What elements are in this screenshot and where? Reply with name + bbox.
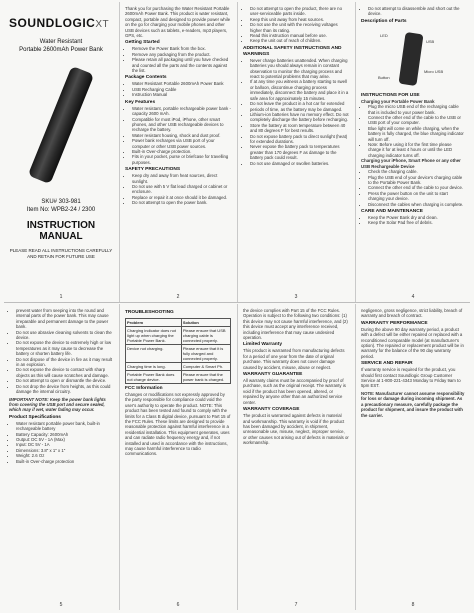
section-heading: TROUBLESHOOTING: [125, 310, 174, 315]
troubleshooting-table: [125, 318, 231, 384]
section-heading: INSTRUCTIONS FOR USE: [361, 92, 420, 98]
brand-logo: [9, 16, 113, 30]
table-cell: Please ensure that USB charging cable is connected properly.: [181, 327, 230, 345]
page-number: 3: [294, 294, 298, 300]
list-item: • Remove the Power Bank from the box.: [132, 46, 231, 51]
list-item: • Built-in Over-charge protection.: [132, 149, 231, 154]
warranty-text: This product is warranted from manufacturing defects for a period of one year from the date of original purchase. This warranty does not cover damage caused by accident, misuse, abuse or neglect.: [243, 348, 345, 370]
page-1-cover: [4, 2, 118, 302]
list-item: • Output: DC 5V - 1A (Max): [16, 437, 113, 442]
package-contents-list: [125, 81, 231, 97]
section-heading: Product Specifications: [9, 414, 61, 420]
section-heading: CARE AND MAINTENANCE: [361, 208, 423, 214]
retain-notice: PLEASE READ ALL INSTRUCTIONS CAREFULLY AND RETAIN FOR FUTURE USE: [9, 248, 113, 259]
list-item: • Water resistant portable power bank, built-in rechargeable battery: [16, 421, 113, 432]
product-subtitle: [9, 38, 113, 54]
list-item: • Water resistant housing, shock and dust proof.: [132, 133, 231, 138]
important-note: IMPORTANT NOTE: Keep the power bank lights from covering the USB port and secure sealed, which may if wet, water fading may occur.: [9, 396, 106, 413]
list-item: • Replace or repair it at once should it be damaged.: [132, 195, 231, 200]
list-item: • Do not expose the device to extremely high or low temperatures as it may cause to decrease the battery or shorten battery life.: [16, 340, 113, 356]
diagram-label-led: LED: [380, 32, 388, 38]
performance-text: During the above 90 day warranty period, a product with a defect will be either repaired or replaced with a reconditioned comparable model (at manufacturer's option). The repaired or replacement product will be in warranty for the balance of the 90 day warranty period.: [361, 326, 464, 359]
list-item: • Weight: 2.6 Oz: [16, 453, 113, 458]
features-list: [125, 106, 231, 165]
power-bank-image: [28, 66, 94, 184]
page-7: [238, 304, 354, 610]
list-item: • Press the power button on the unit to start charging your device.: [368, 191, 465, 202]
section-heading: ADDITIONAL SAFETY INSTRUCTIONS AND WARNINGS: [243, 45, 342, 57]
sku-block: [9, 198, 113, 214]
maintenance-list: [361, 215, 465, 226]
table-row: [126, 371, 231, 384]
top-row: [4, 2, 470, 302]
list-item: • Power bank recharges via USB port of your computer or other USB power sources.: [132, 138, 231, 149]
page-5: [4, 304, 118, 610]
list-item: • Battery Capacity: 2600mAh: [16, 432, 113, 437]
list-item: • Do not use the unit with the receiving voltages higher than its rating.: [250, 22, 349, 33]
intro-text: Thank you for purchasing the Water Resistant Portable 2600mAh Power Bank. This product is water resistant, compact, portable and designed to provide power while on the go for charging your mobile phones and other USB devices such as tablets, e-readers, mp3 players, GPS, etc.: [125, 6, 231, 39]
table-cell: Charging time is long.: [126, 363, 182, 371]
parts-diagram: [378, 29, 448, 89]
list-item: • Keep the Solar Pad free of debris.: [368, 220, 465, 225]
list-item: • Do not use with 5 V flat lead charged or cabinet or enclosure.: [132, 184, 231, 195]
page-number: 7: [294, 602, 298, 608]
list-item: • Store the battery at room temperature between 40 and 80 degrees F for best results.: [250, 123, 349, 134]
list-item: • Do not attempt to disassemble and short out the device.: [368, 6, 465, 17]
list-item: • Compatible for most iPod, iPhone, other smart phones, and other USB rechargeable devices to recharge the battery.: [132, 117, 231, 133]
list-item: • Do not expose battery pack to direct sunlight (heat) for extended durations.: [250, 134, 349, 145]
list-item: • Do not attempt to open the power bank.: [132, 200, 231, 205]
list-item: • Read this instruction manual before use.: [250, 33, 349, 38]
subtitle-line-1: Water Resistant: [39, 39, 83, 45]
brand-suffix: XT: [95, 19, 110, 30]
section-heading: WARRANTY GUARANTEE: [243, 372, 303, 378]
coverage-text: The product is warranted against defects in material and workmanship. This warranty is void if the product has been damaged by accident, in shipment, unreasonable use, misuse, neglect, improper service, or other causes not arising out of defects in materials or workmanship.: [243, 413, 349, 446]
page-number: 4: [411, 294, 415, 300]
page-6: [120, 304, 236, 610]
list-item: • Keep dry and away from heat sources, direct sunlight.: [132, 173, 231, 184]
page-number: 6: [176, 602, 180, 608]
list-item: • Do not dispose of the device in fire as it may result in an explosion.: [16, 357, 113, 368]
list-item: • Do not use abrasive cleaning solvents to clean the device.: [16, 330, 113, 341]
list-item: • Note: Before using it for the first time please charge it for at least 4 hours or until the LED charging indicator turns off.: [368, 142, 465, 158]
page-8: [356, 304, 470, 610]
column-header-solution: Solution: [181, 319, 230, 327]
section-heading: Getting Started: [125, 40, 160, 46]
section-heading: SAFETY PRECAUTIONS: [125, 167, 181, 173]
list-item: • Built-in Over-charge protection: [16, 459, 113, 464]
care-list: [9, 308, 113, 395]
page-number: 2: [176, 294, 180, 300]
table-row: [126, 363, 231, 371]
list-item: • prevent water from seeping into the round and internal parts of the power bank. This may cause irreparable and permanent damage to the power bank.: [16, 308, 113, 330]
list-item: • Instruction Manual: [132, 92, 231, 97]
list-item: • Water Resistant Portable 2600mAh Power Bank: [132, 81, 231, 86]
diagram-label-micro-usb: Micro USB: [424, 68, 444, 74]
bottom-row: [4, 304, 470, 610]
diagram-label-usb: USB: [426, 38, 435, 44]
table-cell: Charging indicator does not light up when charging the Portable Power Bank.: [126, 327, 182, 345]
table-header-row: [126, 319, 231, 327]
subtitle-line-2: Portable 2600mAh Power Bank: [19, 47, 103, 53]
list-item: • Remove any packaging from the product.: [132, 52, 231, 57]
section-heading: Package Contents: [125, 75, 167, 81]
list-item: • Never charge batteries unattended. When charging batteries you should always remain in constant observation to monitor the charging process and react to potential problems that may arise.: [250, 58, 349, 80]
list-item: • Keep this unit away from heat sources.: [250, 17, 349, 22]
list-item: • Lithium-ion batteries have no memory effect. Do not completely discharge the battery before recharging.: [250, 112, 349, 123]
table-row: [126, 345, 231, 363]
list-item: • Dimensions: 3.8" x 1" x 1": [16, 448, 113, 453]
safety-list: [243, 6, 349, 44]
table-cell: Please ensure that it is fully charged and connected properly.: [181, 345, 230, 363]
page-number: 8: [411, 602, 415, 608]
getting-started-list: [125, 46, 231, 73]
warnings-list: [243, 58, 349, 166]
section-heading: FCC Information: [125, 386, 163, 391]
fcc-text: Changes or modifications not expressly approved by the party responsible for compliance could void the user's authority to operate the product. NOTE: This product has been tested and found to comply with the limits for a Class B digital device, pursuant to Part 15 of the FCC Rules. These limits are designed to provide reasonable protection against harmful interference in a residential installation. This equipment generates, uses and can radiate radio frequency energy and, if not installed and used in accordance with the instructions, may cause harmful interference to radio communications.: [125, 392, 231, 457]
section-heading: WARRANTY PERFORMANCE: [361, 320, 428, 326]
list-item: • USB Recharging Cable: [132, 87, 231, 92]
list-item: • Do not drop the device from heights, as this could damage the internal circuitry.: [16, 384, 113, 395]
table-cell: Please ensure that the power bank is charged.: [181, 371, 230, 384]
list-item: • Keep the Power Bank dry and clean.: [368, 215, 465, 220]
page-number: 1: [59, 294, 63, 300]
list-item: • Please retain all packaging until you have checked and counted all the parts and the contents against the list.: [132, 57, 231, 73]
charging-list: [361, 104, 465, 158]
table-row: [126, 327, 231, 345]
service-note: NOTE: Manufacturer cannot assume responsibility for loss or damage during incoming shipment. As a precautionary measure, carefully package the product for shipment, and insure the product with the carrier.: [361, 390, 465, 418]
page-4: [356, 2, 470, 302]
section-heading: Description of Parts: [361, 18, 407, 24]
section-heading: Key Features: [125, 99, 156, 105]
list-item: • Do not attempt to open the product, there are no user-serviceable parts inside.: [250, 6, 349, 17]
list-item: • Plug the USB end of your device's charging cable to the Portable Power Bank.: [368, 175, 465, 186]
list-item: • Check the charging cable.: [368, 169, 465, 174]
subsection-heading: Charging your Portable Power Bank: [361, 98, 435, 104]
page-3: [238, 2, 354, 302]
diagram-label-button: Button: [378, 74, 390, 80]
section-heading: WARRANTY COVERAGE: [243, 407, 300, 413]
table-cell: Portable Power Bank does not charge device.: [126, 371, 182, 384]
manual-title: INSTRUCTION MANUAL: [26, 220, 96, 242]
power-bank-diagram: [398, 32, 423, 86]
list-item: • Do not leave the product in a hot car for extended periods of time, as the battery may be damaged.: [250, 101, 349, 112]
service-text: If warranty service is required for the product, you should first contact Soundlogic Group Customer Service at 1-800-221-4343 Monday to Friday 9am to 5pm EST.: [361, 367, 461, 389]
fcc-continued-text: the device complies with Part 15 of the FCC Rules. Operation is subject to the following two conditions: (1) this device may not cause harmful interference, and (2) this device must accept any interference received, including interference that may cause undesired operation.: [243, 308, 348, 341]
table-cell: Computer & Smart Ph.: [181, 363, 230, 371]
section-heading: SERVICE AND REPAIR: [361, 361, 413, 367]
list-item: • Fits in your pocket, purse or briefcase for travelling purposes.: [132, 154, 231, 165]
usage-list: [125, 173, 231, 205]
list-item: • Connect the other end of the cable to your device.: [368, 185, 465, 190]
list-item: • Input: DC 5V - 1A: [16, 442, 113, 447]
list-item: • Do not expose the device to contact with sharp objects as this will cause scratches and damage.: [16, 367, 113, 378]
subsection-heading: Charging your iPhone, Smart Phone or any other USB Rechargeable Device: [361, 158, 461, 169]
column-header-problem: Problem: [126, 319, 182, 327]
list-item: • Connect the other end of the cable to the USB or USB port of your computer.: [368, 115, 465, 126]
specs-list: [9, 421, 113, 464]
fold-line: [4, 302, 470, 303]
list-item: • Do not use damaged or swollen batteries.: [250, 161, 349, 166]
list-item: • Plug the micro USB end of the recharging cable that is included to your power bank.: [368, 104, 465, 115]
list-item: • If at any time you witness a battery starting to swell or balloon, discontinue charging process immediately, disconnect the battery and place it in a safe area for approximately 15 minutes.: [250, 79, 349, 101]
sku-number: SKU# 303-981: [41, 199, 81, 205]
section-heading: Limited Warranty: [243, 342, 283, 348]
list-item: • Water resistant, portable rechargeable power bank - capacity 2600 mAh.: [132, 106, 231, 117]
mobile-charging-list: [361, 169, 465, 207]
item-number: Item No: WPB2-24 / 2300: [26, 207, 96, 213]
list-item: • Disconnect the cables when charging is complete.: [368, 202, 465, 207]
table-cell: Device not charging.: [126, 345, 182, 363]
page-number: 5: [59, 602, 63, 608]
list-item: • Blue light will come on while charging, when the battery is fully charged, the blue charging indicator will turn off.: [368, 126, 465, 142]
list-item: • Never expose the battery pack to temperatures greater than 170 degrees F as damage to the battery pack could result.: [250, 144, 349, 160]
list-item: • Keep the unit out of reach of children.: [250, 38, 349, 43]
coverage-continued-text: negligence, gross negligence, strict liability, breach of warranty and breach of contract.: [361, 308, 463, 319]
page-2: [120, 2, 236, 302]
guarantee-text: All warranty claims must be accompanied by proof of purchase, such as the original receipt. The warranty is void if the product has been opened, altered, or repaired by anyone other than an authorized service center.: [243, 378, 346, 405]
disassemble-warning: [361, 6, 465, 17]
list-item: • Do not attempt to open or dismantle the device.: [16, 378, 113, 383]
brand-name: SOUNDLOGIC: [9, 16, 96, 30]
